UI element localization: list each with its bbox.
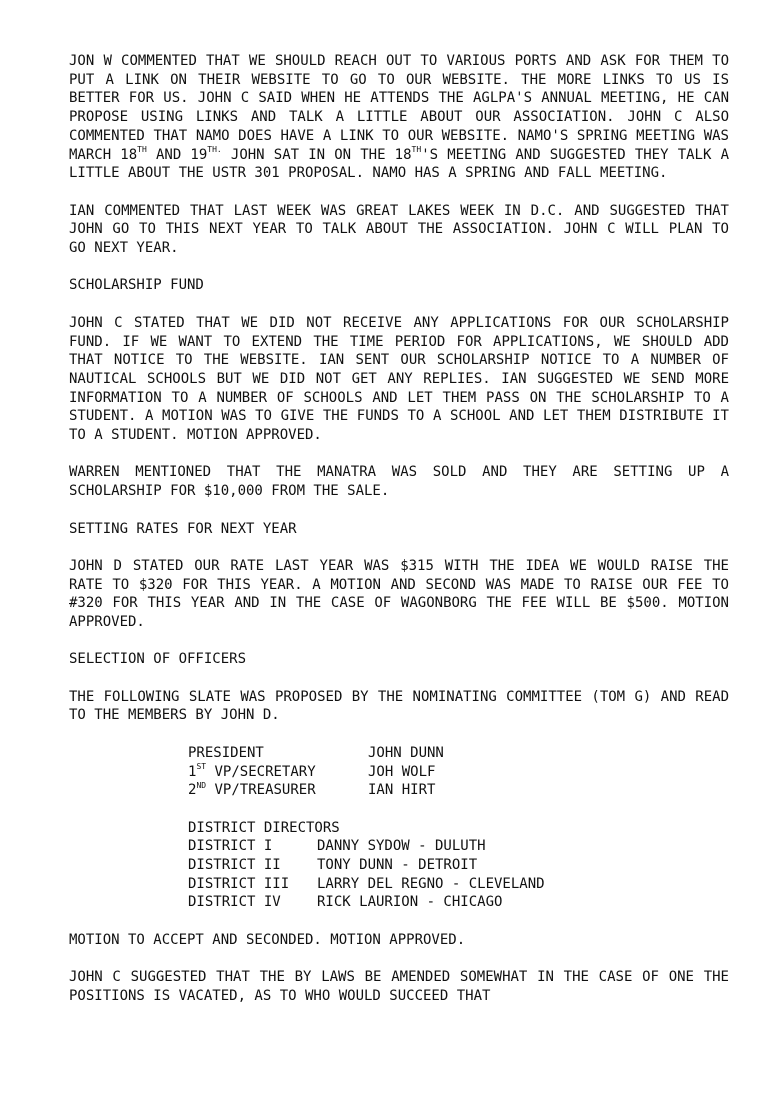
superscript: ST — [196, 761, 207, 771]
officer-name: JOHN DUNN — [368, 744, 444, 761]
district-director: LARRY DEL REGNO - CLEVELAND — [317, 875, 545, 892]
officer-role — [188, 763, 368, 782]
district-label: DISTRICT II — [188, 857, 281, 874]
paragraph-links-text: 'S MEETING AND SUGGESTED THEY TALK A LITTLE ABOUT THE USTR 301 PROPOSAL. NAMO HAS A SPRING AND FALL MEETING. — [69, 146, 729, 182]
district-director: RICK LAURION - CHICAGO — [317, 894, 503, 911]
paragraph-links-text: JON W COMMENTED THAT WE SHOULD REACH OUT TO VARIOUS PORTS AND ASK FOR THEM TO PUT A LINK ON THEIR WEBSITE TO GO TO OUR WEBSITE. THE MORE LINKS TO US IS BETTER FOR US. JOHN C SAID WHEN HE ATTENDS THE AGLPA'S ANNUAL MEETING, HE CAN PROPOSE USING LINKS AND TALK A LITTLE ABOUT OUR ASSOCIATION. JOHN C ALSO COMMENTED THAT NAMO DOES HAVE A LINK TO OUR WEBSITE. NAMO'S SPRING MEETING WAS MARCH 18 — [69, 53, 729, 163]
paragraph-rates: JOHN D STATED OUR RATE LAST YEAR WAS $315 WITH THE IDEA WE WOULD RAISE THE RATE TO $320 FOR THIS YEAR. A MOTION AND SECOND WAS MADE TO RAISE OUR FEE TO #320 FOR THIS YEAR AND IN THE CASE OF WAGONBORG THE FEE WILL BE $500. MOTION APPROVED. — [69, 557, 729, 630]
paragraph-manatra: WARREN MENTIONED THAT THE MANATRA WAS SOLD AND THEY ARE SETTING UP A SCHOLARSHIP FOR $10,000 FROM THE SALE. — [69, 464, 729, 500]
district-row — [188, 837, 729, 856]
officer-role — [188, 781, 368, 800]
district-director: TONY DUNN - DETROIT — [317, 857, 478, 874]
officer-role-text: 2 — [188, 782, 197, 799]
officer-role — [188, 744, 368, 763]
district-row — [188, 893, 729, 912]
paragraph-great-lakes-week: IAN COMMENTED THAT LAST WEEK WAS GREAT LAKES WEEK IN D.C. AND SUGGESTED THAT JOHN GO TO THIS NEXT YEAR TO TALK ABOUT THE ASSOCIATION. JOHN C WILL PLAN TO GO NEXT YEAR. — [69, 202, 729, 257]
officers-table — [188, 744, 444, 800]
paragraph-bylaws: JOHN C SUGGESTED THAT THE BY LAWS BE AMENDED SOMEWHAT IN THE CASE OF ONE THE POSITIONS IS VACATED, AS TO WHO WOULD SUCCEED THAT — [69, 969, 729, 1004]
officer-name: IAN HIRT — [368, 782, 436, 799]
superscript: ND — [196, 780, 207, 790]
district-label: DISTRICT I — [188, 838, 273, 855]
document-page — [69, 52, 729, 1024]
paragraph-links-text: AND 19 — [146, 146, 208, 163]
officer-role-text: PRESIDENT — [188, 744, 264, 761]
officer-name: JOH WOLF — [368, 763, 436, 780]
officer-role-text: VP/TREASURER — [206, 782, 316, 799]
paragraph-links — [69, 52, 729, 183]
paragraph-slate: THE FOLLOWING SLATE WAS PROPOSED BY THE NOMINATING COMMITTEE (TOM G) AND READ TO THE MEMBERS BY JOHN D. — [69, 688, 729, 724]
paragraph-scholarship: JOHN C STATED THAT WE DID NOT RECEIVE ANY APPLICATIONS FOR OUR SCHOLARSHIP FUND. IF WE WANT TO EXTEND THE TIME PERIOD FOR APPLICATIONS, WE SHOULD ADD THAT NOTICE TO THE WEBSITE. IAN SENT OUR SCHOLARSHIP NOTICE TO A NUMBER OF NAUTICAL SCHOOLS BUT WE DID NOT GET ANY REPLIES. IAN SUGGESTED WE SEND MORE INFORMATION TO A NUMBER OF SCHOOLS AND LET THEM PASS ON THE SCHOLARSHIP TO A STUDENT. A MOTION WAS TO GIVE THE FUNDS TO A SCHOOL AND LET THEM DISTRIBUTE IT TO A STUDENT. MOTION APPROVED. — [69, 314, 729, 444]
paragraph-links-text: JOHN SAT IN ON THE 18 — [221, 146, 412, 163]
district-label: DISTRICT III — [188, 875, 290, 892]
paragraph-motion-accept: MOTION TO ACCEPT AND SECONDED. MOTION APPROVED. — [69, 931, 466, 948]
district-director: DANNY SYDOW - DULUTH — [317, 838, 486, 855]
heading-setting-rates: SETTING RATES FOR NEXT YEAR — [69, 520, 297, 537]
officer-role-text: 1 — [188, 763, 197, 780]
district-row — [188, 875, 729, 894]
officer-row — [188, 763, 444, 782]
superscript: TH — [137, 144, 147, 154]
officer-row — [188, 744, 444, 763]
district-directors — [188, 819, 729, 913]
superscript: TH — [411, 144, 422, 154]
officer-row — [188, 781, 444, 800]
district-row — [188, 856, 729, 875]
officer-role-text: VP/SECRETARY — [206, 763, 316, 780]
heading-scholarship-fund: SCHOLARSHIP FUND — [69, 277, 204, 294]
district-directors-heading: DISTRICT DIRECTORS — [188, 819, 340, 836]
heading-selection-of-officers: SELECTION OF OFFICERS — [69, 651, 247, 668]
district-label: DISTRICT IV — [188, 894, 281, 911]
superscript: TH. — [207, 144, 222, 154]
